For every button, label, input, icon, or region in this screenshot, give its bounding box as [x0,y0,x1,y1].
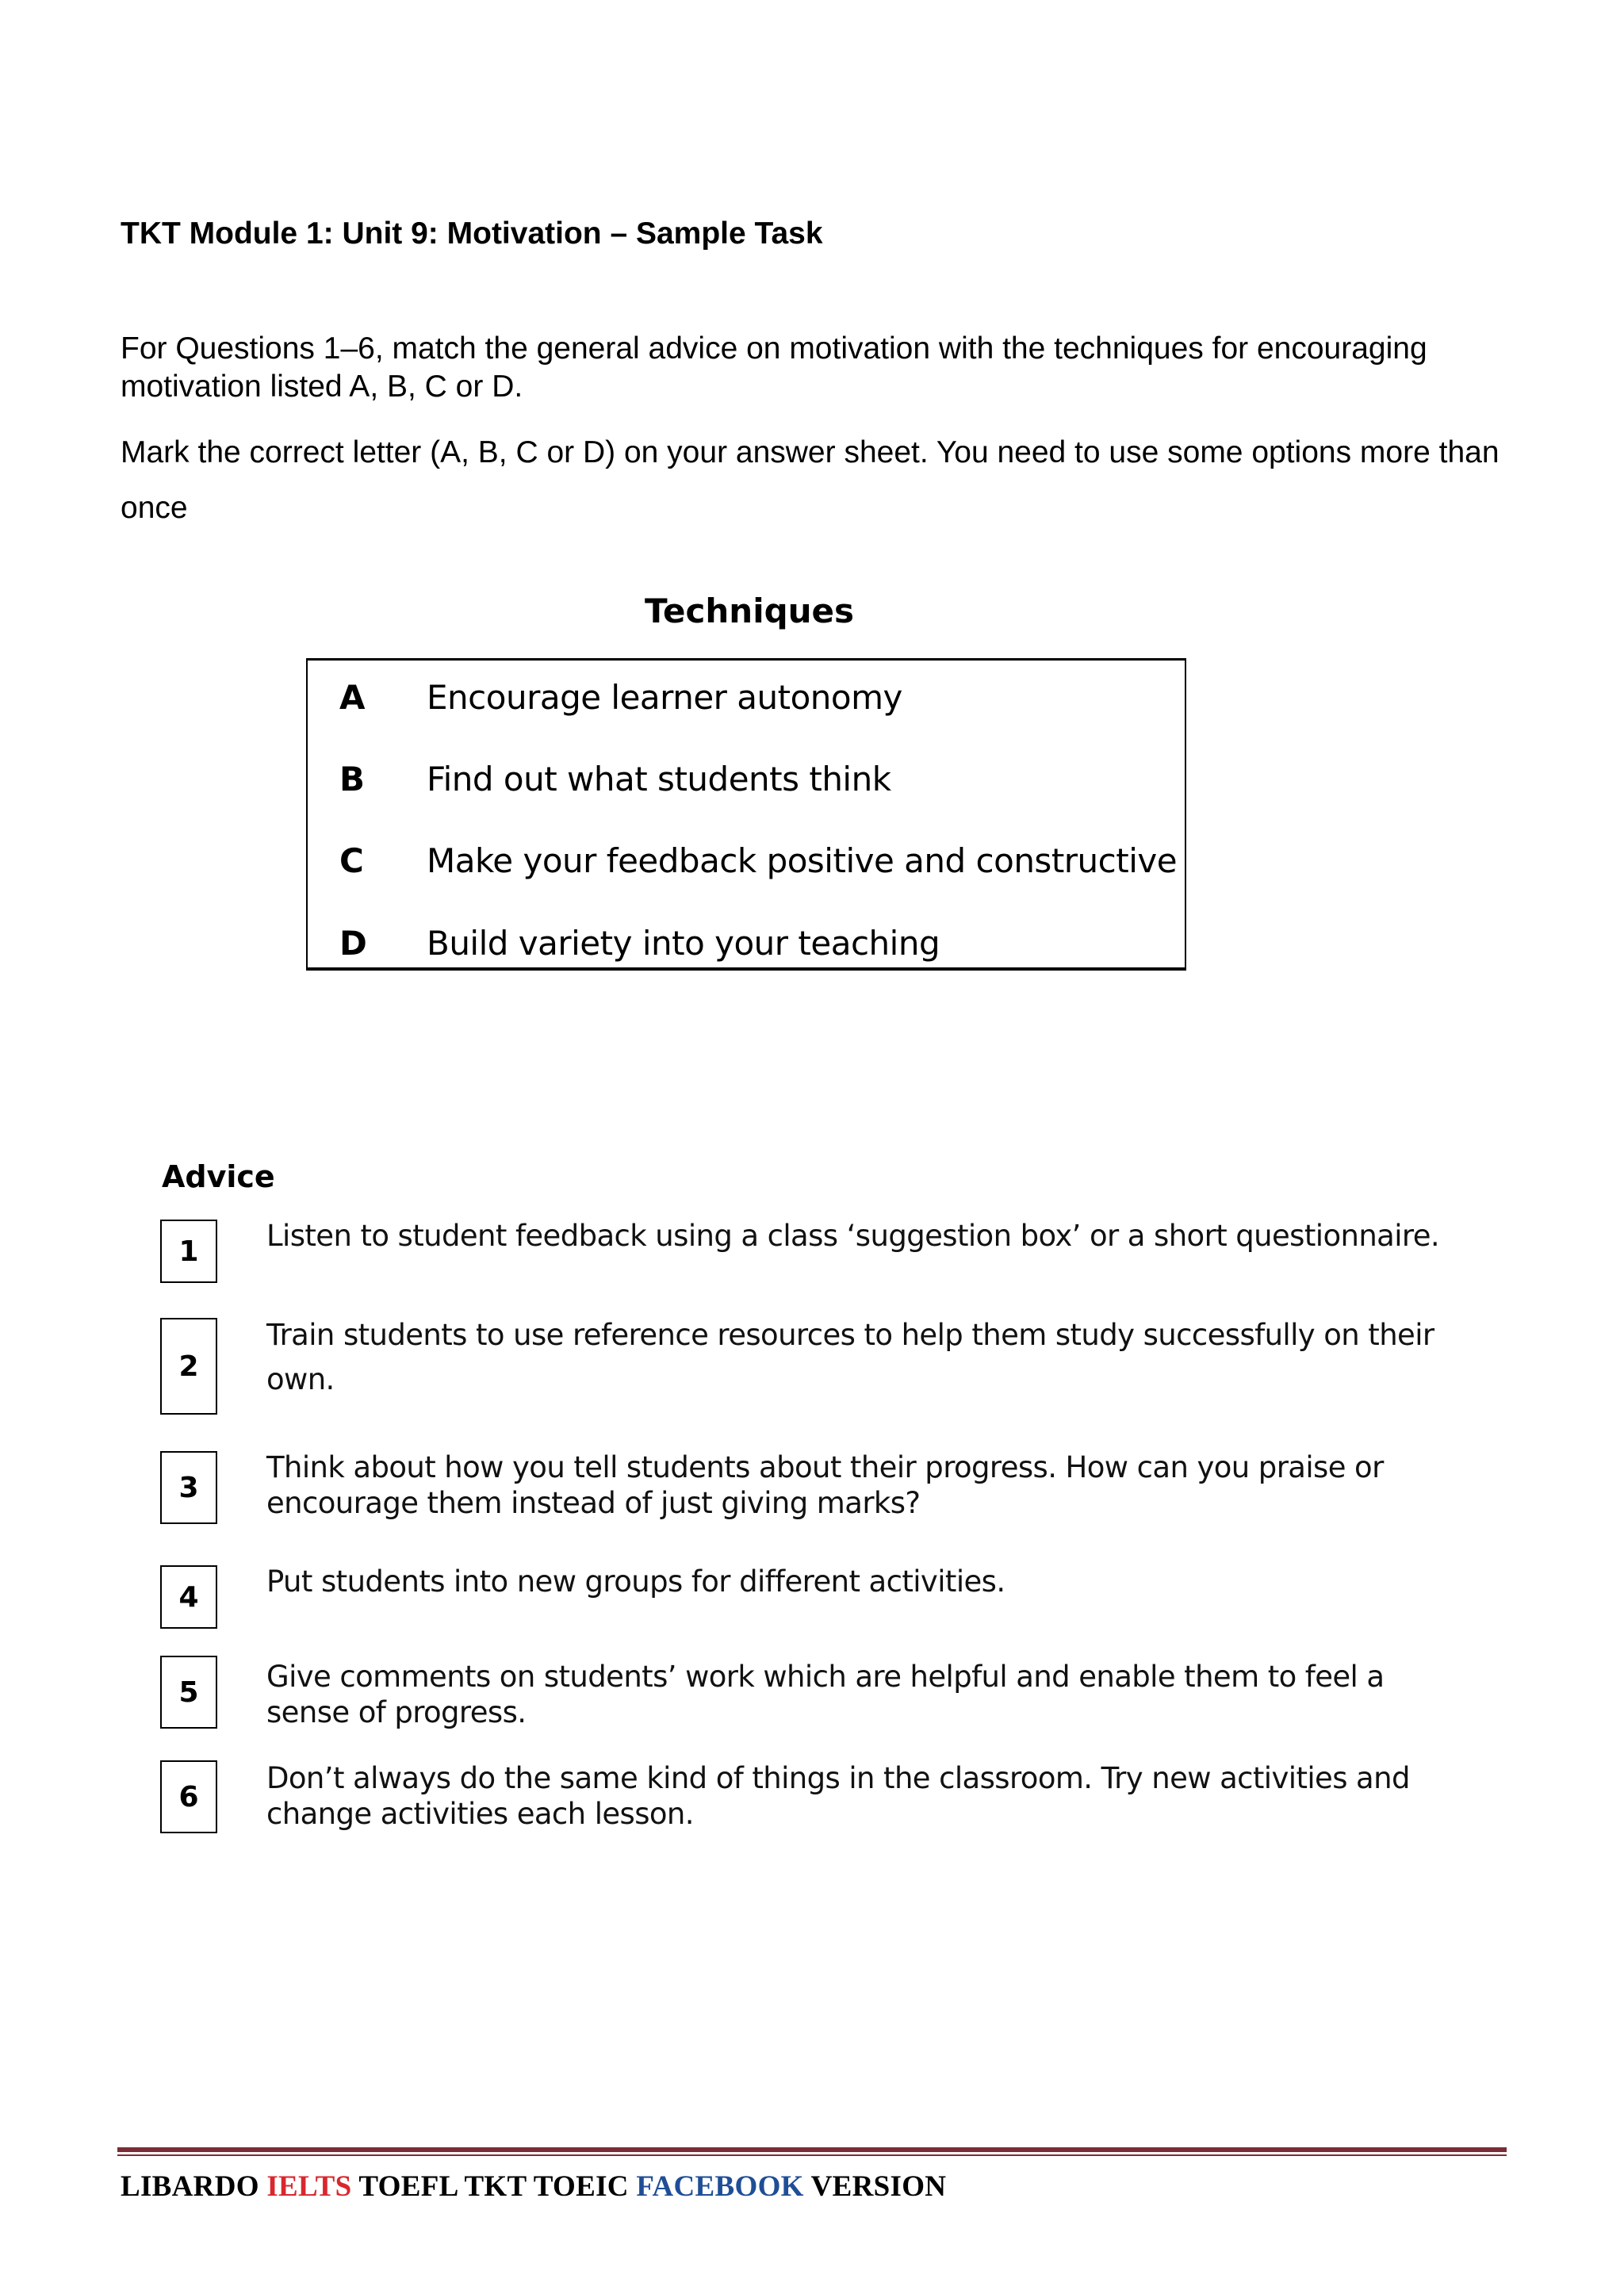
technique-letter: D [339,924,367,963]
technique-text: Build variety into your teaching [427,924,940,963]
advice-line-1: Listen to student feedback using a class ‘suggestion box’ or a short questionnaire. [266,1219,1440,1253]
technique-letter: B [339,760,365,798]
question-number-box: 2 [160,1318,217,1415]
question-number-box: 1 [160,1220,217,1283]
technique-letter: C [339,841,364,880]
advice-line-2: sense of progress. [266,1695,527,1729]
advice-line-1: Put students into new groups for different activities. [266,1564,1005,1599]
technique-text: Make your feedback positive and constructive [427,841,1178,880]
footer-part-libardo: LIBARDO [121,2170,267,2203]
footer-rule [117,2147,1507,2152]
advice-text [266,1218,1535,1254]
question-number-box: 6 [160,1760,217,1833]
advice-line-2: own. [266,1362,335,1396]
instruction-paragraph-2: Mark the correct letter (A, B, C or D) on your answer sheet. You need to use some options more than once [121,435,1500,525]
question-number-box: 3 [160,1451,217,1524]
advice-heading: Advice [162,1159,275,1194]
advice-text [266,1564,1535,1599]
advice-line-1: Give comments on students’ work which are helpful and enable them to feel a [266,1660,1385,1694]
advice-text [266,1313,1535,1402]
technique-letter: A [339,678,366,717]
question-number-box: 5 [160,1656,217,1729]
advice-text [266,1450,1535,1521]
footer-part-ielts: IELTS [266,2170,352,2203]
footer-rule-thin [117,2154,1507,2156]
advice-text [266,1760,1535,1832]
question-number-box: 4 [160,1565,217,1629]
instruction-paragraph-1: For Questions 1–6, match the general advice on motivation with the techniques for encouraging motivation listed A, B, C or D. [121,331,1427,404]
advice-line-2: encourage them instead of just giving marks? [266,1486,921,1520]
advice-line-1: Think about how you tell students about their progress. How can you praise or [266,1450,1384,1484]
technique-text: Encourage learner autonomy [427,678,902,717]
technique-option-c [339,841,1177,880]
technique-option-d [339,924,940,963]
technique-option-a [339,678,902,717]
techniques-heading: Techniques [644,592,855,630]
technique-option-b [339,760,891,798]
footer-part-exams: TOEFL TKT TOEIC [351,2170,637,2203]
page-title: TKT Module 1: Unit 9: Motivation – Sample Task [121,216,823,251]
footer-part-facebook: FACEBOOK [636,2170,804,2203]
advice-line-1: Don’t always do the same kind of things in the classroom. Try new activities and [266,1761,1410,1795]
footer-text [121,2170,946,2204]
advice-line-1: Train students to use reference resources to help them study successfully on their [266,1318,1434,1352]
advice-line-2: change activities each lesson. [266,1797,694,1831]
technique-text: Find out what students think [427,760,891,798]
advice-text [266,1659,1535,1730]
footer-part-version: VERSION [803,2170,947,2203]
instructions [121,330,1516,536]
techniques-box [306,658,1186,971]
